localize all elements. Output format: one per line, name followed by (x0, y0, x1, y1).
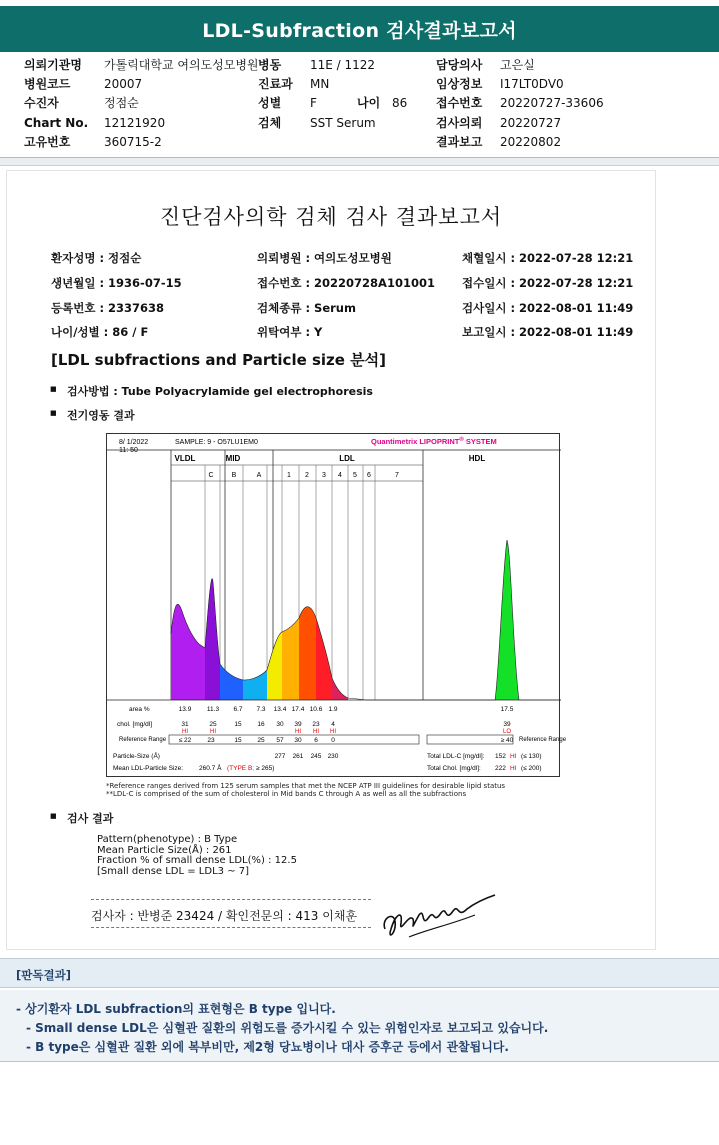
info-value: 20220802 (500, 135, 562, 149)
area-value: 13.4 (273, 706, 287, 713)
particle-size-value: 230 (327, 753, 339, 760)
report-field: 접수번호 : 20220728A101001 (257, 276, 435, 290)
footnote-line: **LDL-C is comprised of the sum of cholesterol in Mid bands C through A as well as all the subfractions (106, 790, 467, 798)
hdl-peak (495, 540, 519, 700)
info-label: 진료과 (258, 77, 293, 91)
info-receipt-no (436, 94, 604, 113)
electro-heading: ■ 전기영동 결과 (67, 407, 135, 423)
ldl2-band (282, 618, 299, 700)
info-value: SST Serum (310, 116, 376, 130)
area-value: 17.5 (500, 706, 514, 713)
total-chol-label: Total Chol. [mg/dl]: (427, 765, 481, 772)
info-value: F (310, 96, 317, 110)
total-ldl-ref: (≤ 130) (521, 753, 542, 760)
info-value: 가톨릭대학교 여의도성모병원 (104, 58, 259, 72)
mean-type: (TYPE B; (227, 765, 255, 772)
info-report-date (436, 133, 561, 152)
info-patient (24, 94, 139, 113)
report-field: 접수일시 : 2022-07-28 12:21 (462, 276, 634, 290)
report-title: 진단검사의학 검체 검사 결과보고서 (159, 205, 503, 229)
group-label: VLDL (174, 454, 196, 463)
area-value: 17.4 (291, 706, 305, 713)
signer-line: 검사자 : 반병준 23424 / 확인전문의 : 413 이채훈 (91, 909, 358, 923)
ref-value: 57 (276, 737, 284, 744)
signature-line (91, 899, 371, 900)
mid-c-band (205, 579, 220, 700)
footnote-line: *Reference ranges derived from 125 serum samples that met the NCEP ATP III guidelines for desirable lipid status (106, 782, 506, 790)
band-label: 6 (367, 472, 371, 479)
total-ldl-value: 152 (495, 753, 506, 760)
ldl1-band (267, 632, 282, 700)
info-value: 12121920 (104, 116, 166, 130)
flag-value: HI (330, 729, 336, 735)
total-chol-flag: HI (510, 765, 517, 772)
chart-time: 11: 50 (119, 447, 138, 454)
info-label: 병원코드 (24, 77, 71, 91)
result-heading: ■ 검사 결과 (67, 810, 113, 826)
info-age (357, 94, 407, 113)
info-specimen (258, 114, 376, 133)
info-label: Chart No. (24, 116, 89, 130)
band-label: 3 (322, 472, 326, 479)
info-label: 접수번호 (436, 96, 483, 110)
info-value: 정점순 (104, 96, 139, 110)
flag-value: LO (502, 729, 512, 735)
report-field: 등록번호 : 2337638 (51, 301, 165, 315)
group-label: HDL (468, 454, 486, 463)
info-value: 고은실 (500, 58, 535, 72)
particle-size-value: 261 (292, 753, 304, 760)
conclusion-heading: [판독결과] (16, 968, 71, 982)
conclusion-body (0, 990, 719, 1062)
info-sex (258, 94, 317, 113)
chart-brand: Quantimetrix LIPOPRINT® SYSTEM (371, 437, 497, 446)
chol-value: 15 (234, 721, 242, 728)
report-field: 채혈일시 : 2022-07-28 12:21 (462, 251, 634, 265)
chart-date: 8/ 1/2022 (119, 439, 149, 446)
ref-value: 30 (294, 737, 302, 744)
report-field: 의뢰병원 : 여의도성모병원 (257, 251, 392, 265)
result-block (97, 835, 297, 877)
info-label: 성별 (258, 96, 282, 110)
group-label: MID (225, 454, 241, 463)
ref-value: 23 (207, 737, 215, 744)
signature-line (91, 927, 371, 928)
result-line: [Small dense LDL = LDL3 ~ 7] (97, 865, 250, 877)
row-label-mean-size: Mean LDL-Particle Size: (113, 765, 184, 772)
area-value: 10.6 (309, 706, 323, 713)
method-line: ■ 검사방법 : Tube Polyacrylamide gel electrophoresis (67, 383, 373, 399)
info-value: 20220727 (500, 116, 562, 130)
info-label: 수진자 (24, 96, 59, 110)
chol-value: 31 (181, 721, 189, 728)
patient-info-grid (0, 54, 719, 158)
conclusion-header (0, 958, 719, 988)
info-value: 360715-2 (104, 135, 162, 149)
chol-value: 30 (276, 721, 284, 728)
band-label: 1 (287, 472, 291, 479)
info-department (258, 75, 329, 94)
vldl-peak (171, 604, 205, 700)
electrophoresis-chart (106, 433, 567, 777)
band-label: B (231, 472, 237, 479)
section-title: [LDL subfractions and Particle size 분석] (51, 351, 387, 369)
mean-ref: ≥ 265) (256, 765, 275, 772)
result-line: Pattern(phenotype) : B Type (97, 834, 238, 845)
ldl3-band (299, 607, 316, 700)
divider (0, 158, 719, 166)
report-field: 나이/성별 : 86 / F (51, 325, 149, 339)
area-value: 6.7 (233, 706, 243, 713)
row-label-area: area % (129, 706, 150, 713)
info-value: 20007 (104, 77, 143, 91)
row-label-ref-right: Reference Range (519, 737, 567, 743)
info-value: MN (310, 77, 330, 91)
row-label-ref: Reference Range (119, 737, 167, 743)
footnote (106, 782, 505, 798)
chart-svg (107, 434, 567, 778)
area-value: 1.9 (328, 706, 338, 713)
band-label: 2 (305, 472, 309, 479)
report-document (6, 170, 656, 950)
conclusion-line: - B type은 심혈관 질환 외에 복부비만, 제2형 당뇨병이나 대사 증후군 등에서 관찰됩니다. (26, 1040, 509, 1054)
info-label: 임상정보 (436, 77, 483, 91)
flag-value: HI (295, 729, 301, 735)
particle-size-value: 245 (310, 753, 322, 760)
ref-value: 15 (234, 737, 242, 744)
info-hospital (24, 56, 259, 75)
total-ldl-label: Total LDL-C [mg/dl]: (427, 753, 485, 760)
particle-size-value: 277 (274, 753, 286, 760)
info-label: 병동 (258, 58, 282, 72)
conclusion-line: - 상기환자 LDL subfraction의 표현형은 B type 입니다. (16, 1002, 336, 1016)
report-field: 환자성명 : 정점순 (51, 251, 142, 265)
info-hospital-code (24, 75, 142, 94)
band-label: A (256, 472, 262, 479)
info-unique-no (24, 133, 162, 152)
area-value: 11.3 (206, 706, 220, 713)
ldl4-band (316, 618, 332, 700)
info-value: 86 (392, 96, 408, 110)
chol-value: 4 (331, 721, 335, 728)
info-label: 나이 (357, 96, 381, 110)
band-label: 7 (395, 472, 399, 479)
info-label: 담당의사 (436, 58, 483, 72)
report-field: 검사일시 : 2022-08-01 11:49 (462, 301, 634, 315)
info-request-date (436, 114, 561, 133)
report-field: 생년월일 : 1936-07-15 (51, 276, 182, 290)
mid-b-band (220, 664, 243, 700)
total-ldl-flag: HI (510, 753, 517, 760)
row-label-chol: chol. [mg/dl] (117, 721, 153, 728)
chol-value: 39 (503, 721, 511, 728)
chol-value: 23 (312, 721, 320, 728)
flag-value: HI (313, 729, 319, 735)
chart-sample: SAMPLE: 9 - O57LU1EM0 (175, 439, 258, 446)
group-label: LDL (339, 454, 355, 463)
total-chol-value: 222 (495, 765, 506, 772)
report-field: 보고일시 : 2022-08-01 11:49 (462, 325, 634, 339)
info-doctor (436, 56, 535, 75)
info-label: 검체 (258, 116, 282, 130)
flag-value: HI (182, 729, 188, 735)
result-line: Fraction % of small dense LDL(%) : 12.5 (97, 855, 297, 866)
title-bar (0, 6, 719, 52)
info-ward (258, 56, 375, 75)
info-label: 의뢰기관명 (24, 58, 82, 72)
band-label: 4 (338, 472, 342, 479)
total-chol-ref: (≤ 200) (521, 765, 542, 772)
info-value: I17LT0DV0 (500, 77, 564, 91)
page-title: LDL-Subfraction 검사결과보고서 (202, 19, 517, 42)
info-label: 검사의뢰 (436, 116, 483, 130)
area-value: 13.9 (178, 706, 192, 713)
ref-value: ≤ 22 (178, 737, 192, 744)
chol-value: 25 (209, 721, 217, 728)
hdl-ref-value: ≥ 40 (500, 737, 514, 744)
report-field: 위탁여부 : Y (257, 325, 323, 339)
ref-value: 6 (314, 737, 318, 744)
result-line: Mean Particle Size(Å) : 261 (97, 844, 232, 856)
ref-value: 0 (331, 737, 335, 744)
chol-value: 16 (257, 721, 265, 728)
info-value: 20220727-33606 (500, 96, 604, 110)
band-label: C (208, 472, 214, 479)
mid-a-band (243, 670, 267, 700)
conclusion-line: - Small dense LDL은 심혈관 질환의 위험도를 증가시킬 수 있는 위험인자로 보고되고 있습니다. (26, 1021, 549, 1035)
info-label: 결과보고 (436, 135, 483, 149)
band-label: 5 (353, 472, 357, 479)
area-value: 7.3 (256, 706, 266, 713)
flag-value: HI (210, 729, 216, 735)
info-label: 고유번호 (24, 135, 71, 149)
report-field: 검체종류 : Serum (257, 301, 356, 315)
info-value: 11E / 1122 (310, 58, 376, 72)
row-label-particle-size: Particle-Size (Å) (113, 753, 160, 760)
chol-value: 39 (294, 721, 302, 728)
info-chart-no (24, 114, 165, 133)
signature-image (379, 889, 499, 949)
ref-value: 25 (257, 737, 265, 744)
mean-size-value: 260.7 Å (199, 765, 222, 772)
info-clinical (436, 75, 564, 94)
